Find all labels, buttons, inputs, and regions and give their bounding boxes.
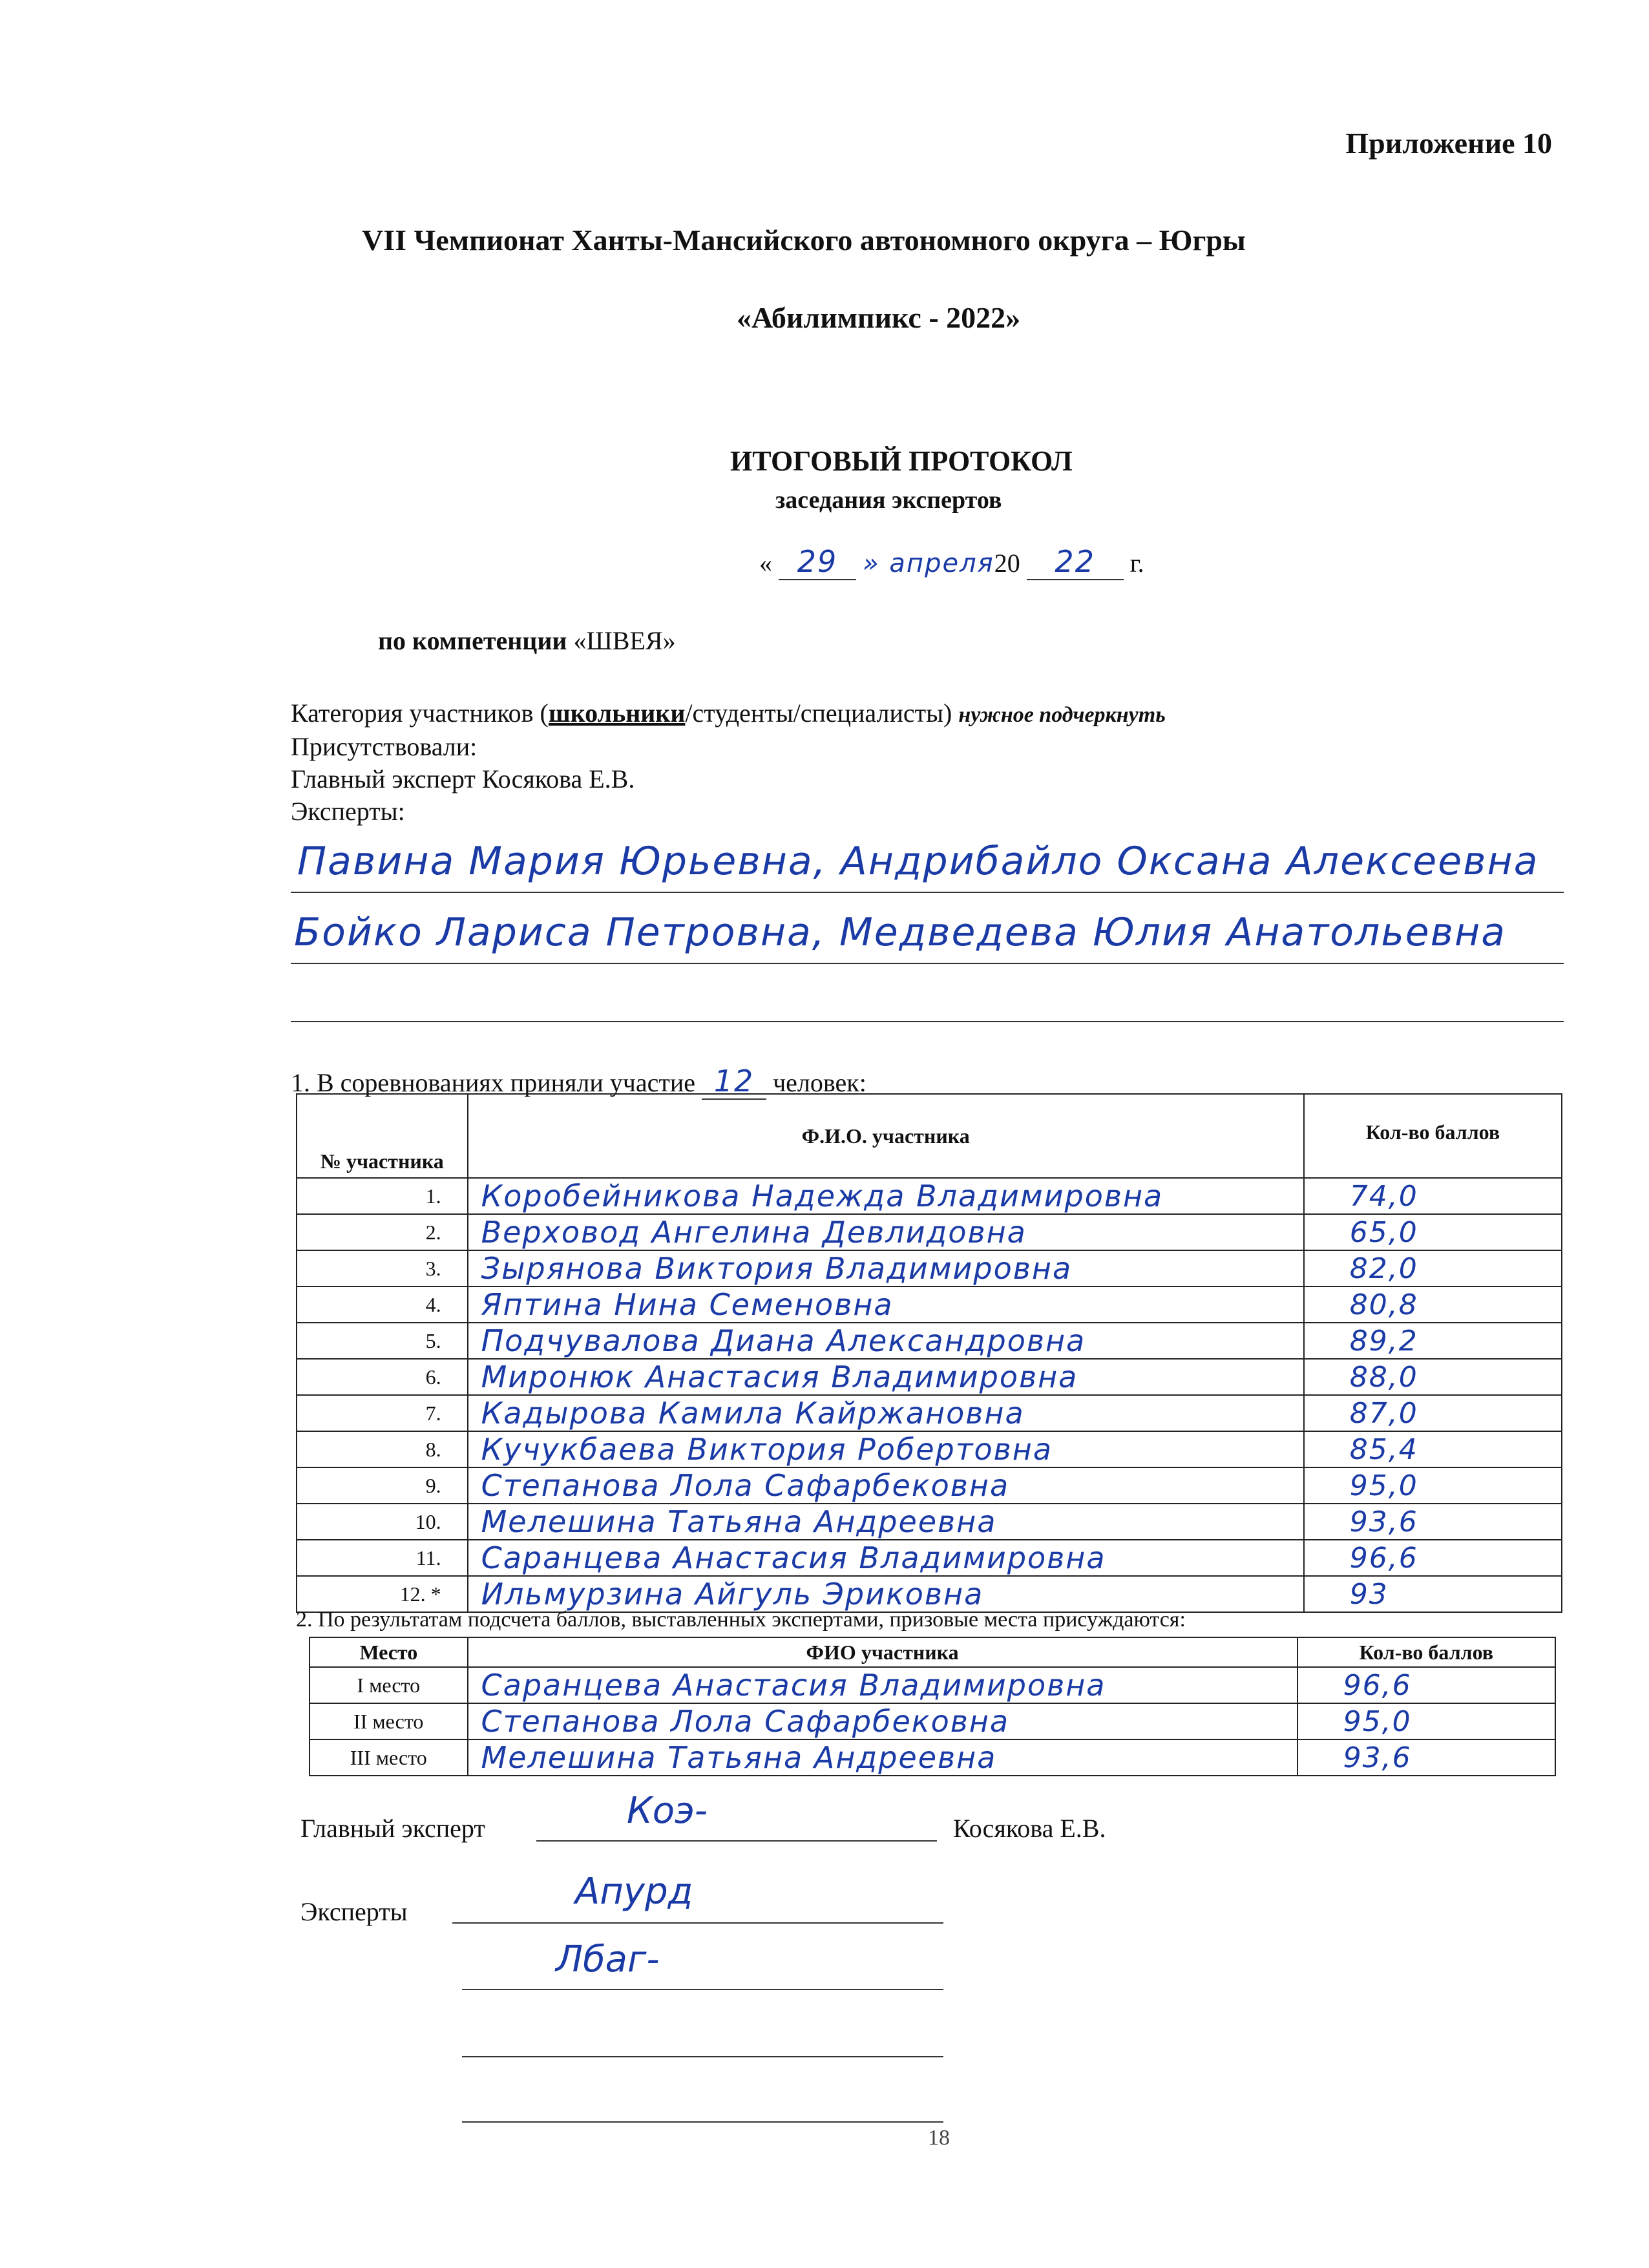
header-score: Кол-во баллов: [1304, 1094, 1562, 1178]
participant-name: Зырянова Виктория Владимировна: [468, 1250, 1304, 1286]
table-row: [297, 1250, 1562, 1286]
participant-score: 93: [1304, 1576, 1562, 1612]
appendix-label: Приложение 10: [1345, 127, 1552, 160]
participant-name: Кадырова Камила Кайржановна: [468, 1395, 1304, 1431]
table-row: [297, 1178, 1562, 1214]
participant-score: 93,6: [1304, 1504, 1562, 1540]
participant-score: 74,0: [1304, 1178, 1562, 1214]
expert-signature-1: Апурд: [575, 1871, 693, 1913]
competence-value: «ШВЕЯ»: [573, 626, 676, 655]
participant-name: Мелешина Татьяна Андреевна: [468, 1504, 1304, 1540]
protocol-date: [759, 544, 1144, 580]
table-row: [297, 1467, 1562, 1504]
table-row: [297, 1395, 1562, 1431]
participants-table: [296, 1093, 1562, 1613]
participant-num: 7.: [297, 1395, 468, 1431]
category-label: Категория участников (: [291, 698, 549, 728]
header-place: Место: [310, 1637, 468, 1667]
event-title: «Абилимпикс - 2022»: [737, 301, 1021, 334]
date-open-quote: «: [759, 549, 772, 578]
participant-num: 2.: [297, 1214, 468, 1250]
participant-name: Саранцева Анастасия Владимировна: [468, 1540, 1304, 1576]
prize-winner-name: Степанова Лола Сафарбековна: [468, 1703, 1297, 1739]
participant-score: 88,0: [1304, 1359, 1562, 1395]
participant-name: Миронюк Анастасия Владимировна: [468, 1359, 1304, 1395]
category-line: [291, 698, 1166, 728]
prize-score: 93,6: [1297, 1739, 1555, 1776]
participant-score: 82,0: [1304, 1250, 1562, 1286]
participant-name: Степанова Лола Сафарбековна: [468, 1467, 1304, 1504]
table-row: [297, 1323, 1562, 1359]
participant-num: 10.: [297, 1504, 468, 1540]
header-fio: ФИО участника: [468, 1637, 1297, 1667]
date-year: 22: [1027, 544, 1124, 580]
participant-score: 85,4: [1304, 1431, 1562, 1467]
table-row: [310, 1667, 1555, 1703]
experts-handwritten-2: Бойко Лариса Петровна, Медведева Юлия Анатольевна: [294, 910, 1506, 955]
participant-num: 4.: [297, 1286, 468, 1323]
participant-name: Верховод Ангелина Девлидовна: [468, 1214, 1304, 1250]
section2-text: 2. По результатам подсчета баллов, выставленных экспертами, призовые места присуждаются:: [296, 1608, 1186, 1632]
participant-name: Ильмурзина Айгуль Эриковна: [468, 1576, 1304, 1612]
experts-signature-label: Эксперты: [300, 1897, 408, 1926]
chief-signature-label: Главный эксперт: [300, 1814, 485, 1843]
participant-num: 3.: [297, 1250, 468, 1286]
participant-name: Кучукбаева Виктория Робертовна: [468, 1431, 1304, 1467]
header-num: № участника: [297, 1094, 468, 1178]
participant-score: 96,6: [1304, 1540, 1562, 1576]
participant-num: 6.: [297, 1359, 468, 1395]
participant-num: 8.: [297, 1431, 468, 1467]
participant-score: 89,2: [1304, 1323, 1562, 1359]
table-row: [297, 1214, 1562, 1250]
header-name: Ф.И.О. участника: [468, 1094, 1304, 1178]
header-prize-score: Кол-во баллов: [1297, 1637, 1555, 1667]
section1-suffix: человек:: [773, 1068, 867, 1097]
section1-prefix: 1. В соревнованиях приняли участие: [291, 1068, 696, 1097]
participant-score: 95,0: [1304, 1467, 1562, 1504]
championship-title: VII Чемпионат Ханты-Мансийского автономного округа – Югры: [362, 224, 1246, 257]
date-suffix: г.: [1129, 549, 1144, 578]
participant-num: 5.: [297, 1323, 468, 1359]
participant-num: 9.: [297, 1467, 468, 1504]
participant-name: Коробейникова Надежда Владимировна: [468, 1178, 1304, 1214]
prize-place: III место: [310, 1739, 468, 1776]
date-year-prefix: 20: [994, 549, 1020, 578]
participant-num: 11.: [297, 1540, 468, 1576]
competence-label: по компетенции: [378, 626, 567, 655]
table-row: [310, 1703, 1555, 1739]
prizes-table: [309, 1637, 1556, 1776]
participant-score: 80,8: [1304, 1286, 1562, 1323]
category-note: нужное подчеркнуть: [958, 703, 1166, 727]
prize-score: 96,6: [1297, 1667, 1555, 1703]
prize-winner-name: Саранцева Анастасия Владимировна: [468, 1667, 1297, 1703]
table-row: [297, 1576, 1562, 1612]
chief-expert-line: Главный эксперт Косякова Е.В.: [291, 764, 635, 793]
protocol-subtitle: заседания экспертов: [775, 487, 1002, 514]
chief-signature-image: Коэ-: [627, 1790, 708, 1832]
participant-score: 65,0: [1304, 1214, 1562, 1250]
present-label: Присутствовали:: [291, 732, 478, 761]
table-row: [297, 1504, 1562, 1540]
participants-count: 12: [702, 1064, 766, 1100]
category-selected: школьники: [548, 698, 686, 728]
prize-winner-name: Мелешина Татьяна Андреевна: [468, 1739, 1297, 1776]
date-day: 29: [779, 544, 856, 580]
category-options: /студенты/специалисты): [685, 698, 952, 728]
protocol-title: ИТОГОВЫЙ ПРОТОКОЛ: [730, 445, 1073, 477]
table-row: [297, 1540, 1562, 1576]
table-row: [297, 1431, 1562, 1467]
table-row: [297, 1286, 1562, 1323]
participant-name: Яптина Нина Семеновна: [468, 1286, 1304, 1323]
experts-label: Эксперты:: [291, 797, 405, 826]
prize-score: 95,0: [1297, 1703, 1555, 1739]
experts-handwritten-1: Павина Мария Юрьевна, Андрибайло Оксана Алексеевна: [297, 839, 1539, 884]
participant-name: Подчувалова Диана Александровна: [468, 1323, 1304, 1359]
participant-score: 87,0: [1304, 1395, 1562, 1431]
prize-place: I место: [310, 1667, 468, 1703]
participant-num: 12. *: [297, 1576, 468, 1612]
chief-signature-name: Косякова Е.В.: [953, 1814, 1106, 1843]
competence-line: [378, 625, 676, 656]
prize-place: II место: [310, 1703, 468, 1739]
date-month: » апреля: [863, 549, 994, 578]
page-number: 18: [928, 2126, 950, 2150]
expert-signature-2: Лбаг-: [556, 1938, 660, 1980]
participant-num: 1.: [297, 1178, 468, 1214]
table-row: [297, 1359, 1562, 1395]
table-row: [310, 1739, 1555, 1776]
